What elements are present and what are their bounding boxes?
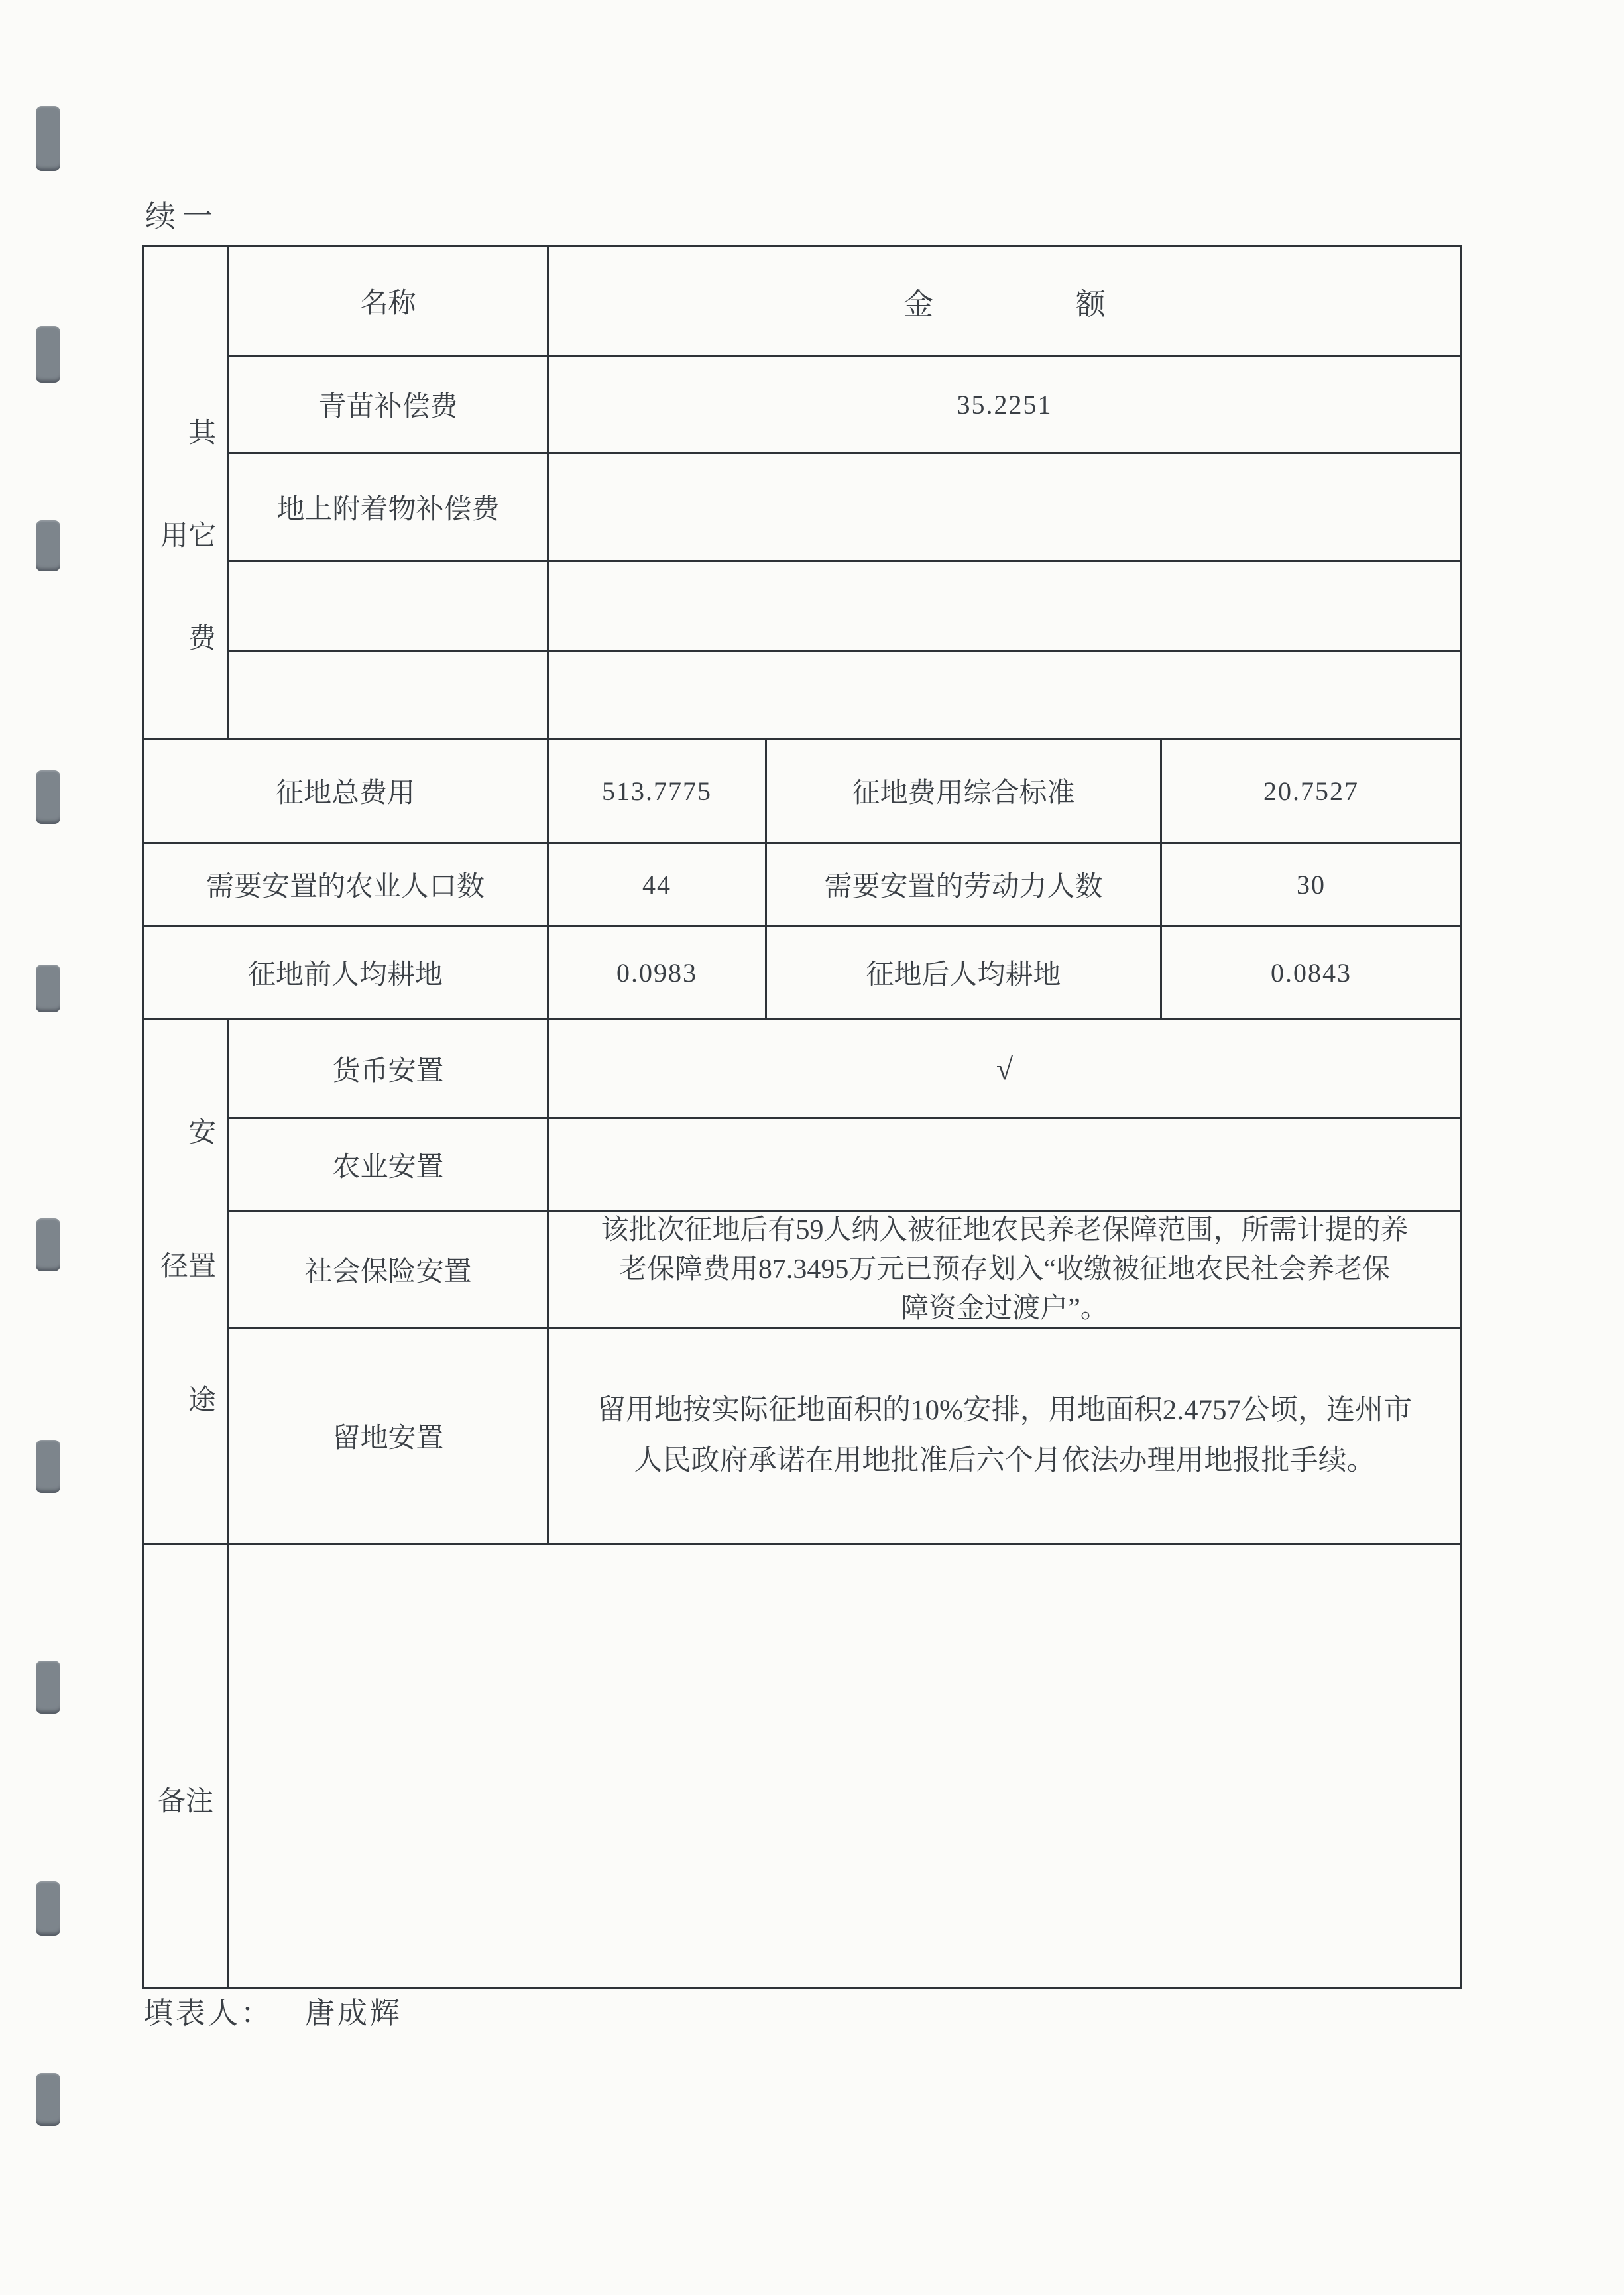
summary-value: 0.0983 [549, 927, 767, 1018]
fee-name-cell: 青苗补偿费 [229, 357, 549, 454]
binder-hole-mark [36, 1661, 60, 1714]
binder-hole-mark [36, 1440, 60, 1493]
summary-value: 20.7527 [1162, 740, 1460, 844]
social-insurance-content-cell [549, 1212, 1460, 1329]
summary-label: 需要安置的劳动力人数 [767, 844, 1162, 927]
binder-hole-mark [36, 2073, 60, 2126]
continuation-label: 续一 [145, 200, 219, 233]
summary-label: 征地总费用 [144, 740, 549, 844]
summary-value: 30 [1162, 844, 1460, 927]
binder-hole-mark [36, 770, 60, 824]
summary-label: 征地前人均耕地 [144, 927, 549, 1018]
paragraph-line: 老保障费用87.3495万元已预存划入“收缴被征地农民社会养老保 [618, 1254, 1391, 1285]
summary-label: 征地费用综合标准 [767, 740, 1162, 844]
binder-hole-mark [36, 965, 60, 1012]
form-filler-line [143, 1989, 402, 2032]
resettlement-section [144, 1018, 1460, 1543]
fee-amount-cell [549, 562, 1460, 652]
fee-name-cell [229, 562, 549, 652]
binder-hole-mark [36, 106, 60, 171]
paragraph-line: 人民政府承诺在用地批准后六个月依法办理用地报批手续。 [634, 1445, 1375, 1476]
resettlement-label: 留地安置 [229, 1329, 549, 1543]
other-fees-group-label: 其它费用 [156, 417, 215, 726]
remark-label-cell: 备注 [144, 1545, 229, 1987]
summary-value: 0.0843 [1271, 957, 1352, 988]
summary-section [144, 738, 1460, 1018]
header-name-cell: 名称 [229, 247, 549, 357]
fee-amount-cell [549, 454, 1460, 562]
fee-amount-cell: 35.2251 [549, 357, 1460, 454]
remark-section [144, 1543, 1460, 1987]
binder-hole-mark [36, 326, 60, 382]
agriculture-content-cell [549, 1119, 1460, 1212]
reserved-land-content-cell [549, 1329, 1460, 1543]
binder-hole-mark [36, 520, 60, 571]
fee-amount-cell [549, 652, 1460, 738]
binder-hole-mark [36, 1881, 60, 1936]
form-filler-label: 填表人： [143, 1997, 274, 2030]
fee-name-cell: 地上附着物补偿费 [229, 454, 549, 562]
summary-value: 513.7775 [549, 740, 767, 844]
header-amount-cell [549, 247, 1460, 357]
other-fees-section [144, 247, 1460, 738]
resettlement-label: 货币安置 [229, 1020, 549, 1119]
paragraph-line: 留用地按实际征地面积的10%安排，用地面积2.4757公顷，连州市 [597, 1395, 1413, 1426]
summary-label: 需要安置的农业人口数 [144, 844, 549, 927]
resettlement-label: 社会保险安置 [229, 1212, 549, 1329]
binder-hole-mark [36, 1218, 60, 1271]
summary-value: 44 [549, 844, 767, 927]
form-filler-name: 唐成辉 [305, 1997, 403, 2030]
header-amount-label: 金 额 [903, 287, 1106, 321]
summary-label: 征地后人均耕地 [767, 927, 1162, 1018]
paragraph-line: 障资金过渡户”。 [901, 1293, 1108, 1324]
monetary-check-cell: √ [549, 1020, 1460, 1119]
remark-content-cell [229, 1545, 1460, 1987]
resettlement-label: 农业安置 [229, 1119, 549, 1212]
paragraph-line: 该批次征地后有59人纳入被征地农民养老保障范围，所需计提的养 [601, 1214, 1409, 1246]
land-acquisition-table [142, 245, 1462, 1989]
other-fees-group-cell [144, 247, 229, 738]
resettlement-group-label: 安置途径 [156, 1117, 215, 1519]
resettlement-group-cell [144, 1020, 229, 1543]
fee-name-cell [229, 652, 549, 738]
